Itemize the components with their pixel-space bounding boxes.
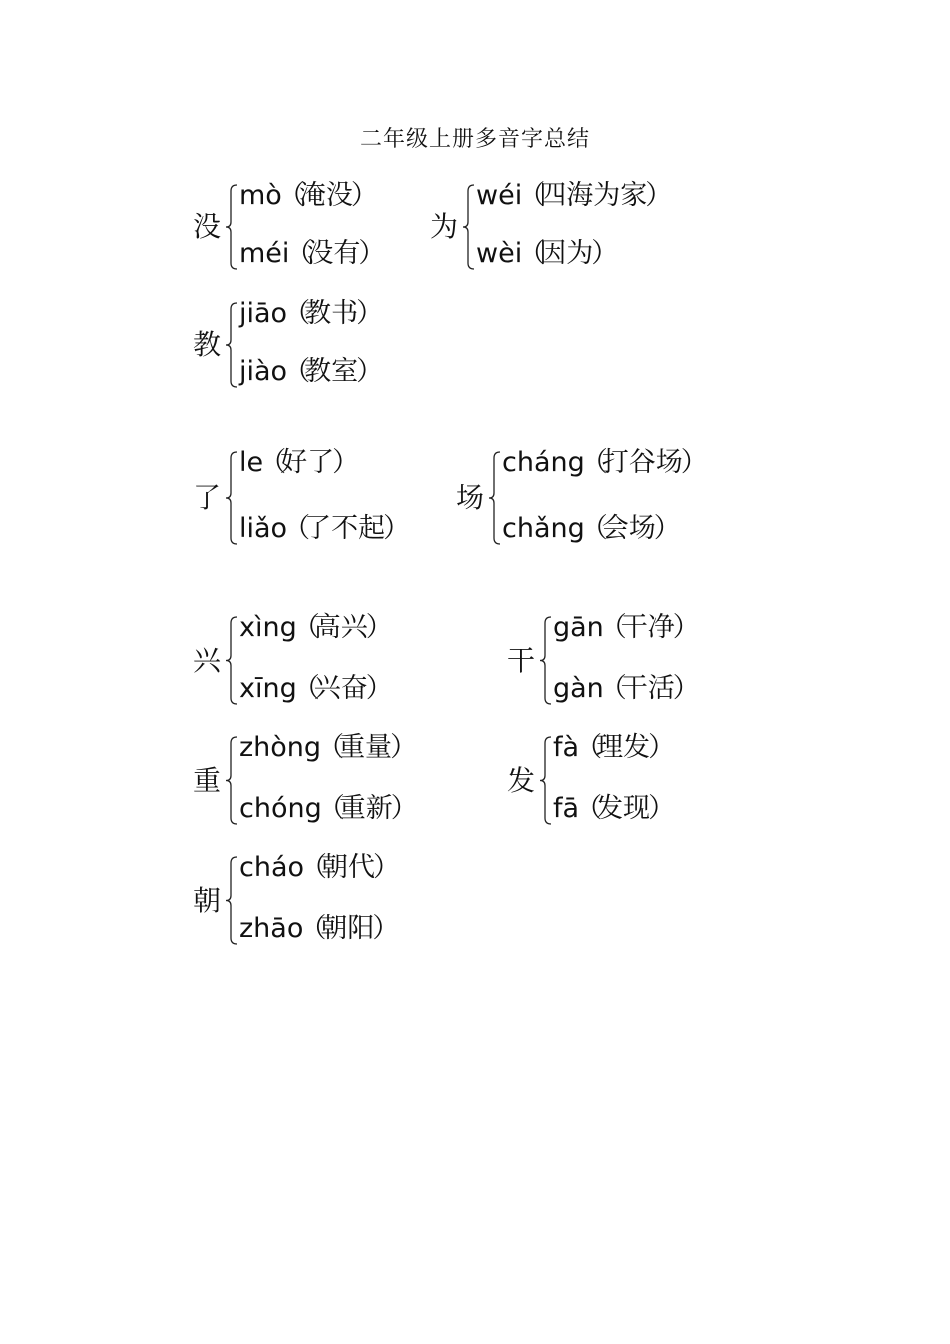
open-paren: （ [259, 447, 287, 478]
reading-line [502, 447, 708, 479]
reading-line [239, 913, 399, 945]
entry-character: 重 [193, 763, 222, 797]
example-word: 干活 [620, 673, 675, 704]
open-paren: （ [575, 732, 603, 763]
pinyin: xīng [239, 673, 297, 704]
example-word: 淹没 [298, 180, 353, 211]
example-word: 重量 [338, 732, 393, 763]
open-paren: （ [580, 447, 608, 478]
reading-line [553, 673, 700, 705]
reading-line [239, 612, 393, 644]
entry-8 [507, 732, 827, 825]
entry-character: 教 [193, 328, 222, 361]
open-paren: （ [580, 513, 608, 544]
pinyin: zhāo [239, 913, 304, 944]
pinyin: chǎng [502, 513, 585, 544]
reading-line [553, 793, 675, 825]
example-word: 好了 [280, 447, 335, 478]
reading-line [553, 612, 700, 644]
example-word: 干净 [620, 612, 675, 643]
example-word: 没有 [306, 238, 361, 269]
close-paren: ） [332, 447, 360, 478]
entry-character: 干 [507, 643, 536, 677]
pinyin: liǎo [239, 513, 288, 544]
entry-character: 场 [456, 481, 485, 514]
entry-5 [193, 612, 513, 705]
close-paren: ） [365, 612, 393, 643]
reading-line [239, 513, 410, 545]
open-paren: （ [285, 238, 313, 269]
example-word: 教室 [304, 356, 359, 387]
entry-4 [456, 447, 776, 545]
pinyin: zhòng [239, 732, 322, 763]
pinyin: cháng [502, 447, 585, 478]
pinyin: mò [239, 180, 282, 211]
entry-character: 朝 [193, 883, 222, 917]
entry-2 [193, 298, 513, 388]
reading-line [239, 238, 385, 270]
page-title: 二年级上册多音字总结 [359, 127, 590, 152]
open-paren: （ [292, 612, 320, 643]
curly-brace-icon [225, 616, 239, 705]
close-paren: ） [591, 238, 619, 269]
open-paren: （ [283, 513, 311, 544]
pinyin: fà [553, 732, 580, 763]
pinyin: wèi [476, 238, 523, 269]
entry-character: 为 [430, 210, 459, 243]
open-paren: （ [317, 793, 345, 824]
entry-character: 了 [193, 481, 222, 514]
example-word: 重新 [338, 793, 393, 824]
curly-brace-icon [539, 616, 553, 705]
example-word: 高兴 [313, 612, 368, 643]
reading-line [476, 238, 618, 270]
open-paren: （ [300, 852, 328, 883]
example-word: 理发 [596, 732, 651, 763]
entry-7 [193, 732, 513, 825]
close-paren: ） [672, 612, 700, 643]
reading-line [239, 793, 418, 825]
curly-brace-icon [488, 451, 502, 545]
reading-line [476, 180, 672, 212]
pinyin: jiāo [239, 298, 288, 329]
reading-line [239, 673, 393, 705]
close-paren: ） [680, 447, 708, 478]
entry-9 [193, 852, 513, 945]
example-word: 会场 [601, 513, 656, 544]
example-word: 四海为家 [539, 180, 648, 211]
close-paren: ） [648, 793, 676, 824]
example-word: 打谷场 [601, 447, 683, 478]
pinyin: wéi [476, 180, 523, 211]
curly-brace-icon [225, 736, 239, 825]
close-paren: ） [390, 793, 418, 824]
open-paren: （ [277, 180, 305, 211]
pinyin: xìng [239, 612, 297, 643]
example-word: 发现 [596, 793, 651, 824]
example-word: 了不起 [304, 513, 386, 544]
close-paren: ） [373, 852, 401, 883]
close-paren: ） [648, 732, 676, 763]
open-paren: （ [518, 180, 546, 211]
close-paren: ） [672, 673, 700, 704]
reading-line [239, 298, 383, 330]
close-paren: ） [358, 238, 386, 269]
open-paren: （ [299, 913, 327, 944]
pinyin: chóng [239, 793, 322, 824]
open-paren: （ [317, 732, 345, 763]
example-word: 因为 [539, 238, 594, 269]
pinyin: cháo [239, 852, 305, 883]
open-paren: （ [599, 673, 627, 704]
pinyin: gàn [553, 673, 604, 704]
example-word: 朝代 [321, 852, 376, 883]
example-word: 教书 [304, 298, 359, 329]
pinyin: gān [553, 612, 604, 643]
reading-line [239, 852, 400, 884]
open-paren: （ [283, 298, 311, 329]
curly-brace-icon [225, 302, 239, 388]
reading-line [553, 732, 675, 764]
entry-1 [430, 180, 750, 270]
curly-brace-icon [225, 451, 239, 545]
curly-brace-icon [225, 856, 239, 945]
open-paren: （ [518, 238, 546, 269]
close-paren: ） [383, 513, 411, 544]
reading-line [239, 447, 359, 479]
entry-character: 兴 [193, 643, 222, 677]
reading-line [502, 513, 681, 545]
open-paren: （ [283, 356, 311, 387]
open-paren: （ [292, 673, 320, 704]
close-paren: ） [390, 732, 418, 763]
reading-line [239, 356, 383, 388]
pinyin: jiào [239, 356, 288, 387]
pinyin: fā [553, 793, 580, 824]
open-paren: （ [599, 612, 627, 643]
entry-6 [507, 612, 827, 705]
entry-character: 没 [193, 210, 222, 243]
pinyin: méi [239, 238, 290, 269]
close-paren: ） [645, 180, 673, 211]
example-word: 朝阳 [320, 913, 375, 944]
curly-brace-icon [462, 184, 476, 270]
pinyin: le [239, 447, 264, 478]
close-paren: ） [372, 913, 400, 944]
example-word: 兴奋 [313, 673, 368, 704]
close-paren: ） [653, 513, 681, 544]
close-paren: ） [350, 180, 378, 211]
entry-character: 发 [507, 763, 536, 797]
curly-brace-icon [225, 184, 239, 270]
reading-line [239, 732, 417, 764]
reading-line [239, 180, 378, 212]
curly-brace-icon [539, 736, 553, 825]
close-paren: ） [356, 298, 384, 329]
close-paren: ） [356, 356, 384, 387]
open-paren: （ [575, 793, 603, 824]
close-paren: ） [365, 673, 393, 704]
